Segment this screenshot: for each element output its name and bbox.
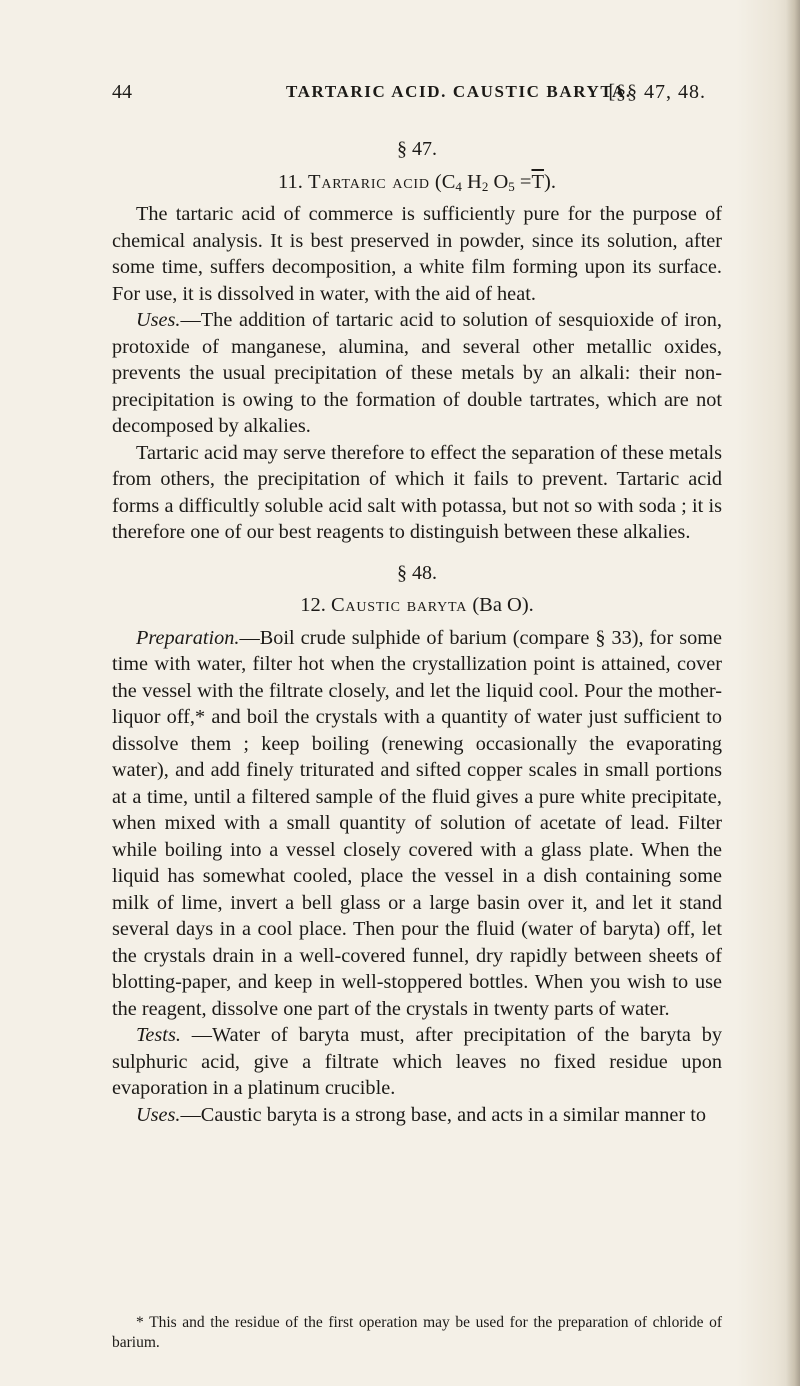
caustic-baryta-heading: [112, 592, 722, 619]
uses-label: Uses.: [136, 1103, 181, 1126]
footnote-text: * This and the residue of the first operation may be used for the preparation of chloride of barium.: [112, 1314, 722, 1351]
preparation-text: —Boil crude sulphide of barium (compare § 33), for some time with water, filter hot when the crystallization point is attained, cover the vessel with the filtrate closely, and let the liquid cool. Pour the mother-liquor off,* and boil the crystals with a quantity of water just sufficient to dissolve them ; keep boiling (renewing occasionally the evaporating water), and add finely triturated and sifted copper scales in small portions at a time, until a filtered sample of the fluid gives a pure white precipitate, when mixed with a small quantity of solution of acetate of lead. Filter while boiling into a vessel closely covered with a glass plate. When the liquid has somewhat cooled, place the vessel in a dish containing some milk of lime, invert a bell glass or a large basin over it, and let it stand several days in a cool place. Then pour the fluid (water of baryta) off, let the crystals drain in a well-covered funnel, dry rapidly between sheets of blotting-paper, and keep in well-stoppered bottles. When you wish to use the reagent, dissolve one part of the crystals in twenty parts of water.: [112, 626, 722, 1020]
paragraph: The tartaric acid of commerce is sufficiently pure for the purpose of chemical analysis. It is best preserved in powder, since its solution, after some time, suffers decomposition, a white film forming upon its surface. For use, it is dissolved in water, with the aid of heat.: [112, 203, 722, 305]
chemical-formula: ($C_4$ $H_2$ $O_5 =\overline{T}$).: [434, 170, 556, 194]
page-number: 44: [112, 81, 132, 103]
uses-text: —The addition of tartaric acid to solution of sesquioxide of iron, protoxide of manganese, alumina, and several other metallic oxides, prevents the usual precipitation of these metals by an alkali: their non-precipitation is owing to the formation of double tartrates, which are not decomposed by alkalies.: [112, 309, 722, 437]
item-number: 11.: [278, 170, 303, 193]
tartaric-acid-heading: [112, 169, 722, 196]
footnote: [112, 1313, 722, 1353]
preparation-paragraph: [112, 625, 722, 1023]
tests-paragraph: [112, 1022, 722, 1102]
running-title: TARTARIC ACID. CAUSTIC BARYTA.: [286, 82, 632, 101]
running-header: [112, 80, 712, 104]
tests-label: Tests.: [136, 1024, 181, 1046]
uses-label: Uses.: [136, 309, 181, 331]
page-body: [112, 136, 722, 1128]
section-47-heading: § 47.: [397, 138, 437, 160]
preparation-label: Preparation.: [136, 626, 240, 649]
item-number: 12.: [300, 594, 326, 616]
uses-paragraph: [112, 1102, 722, 1129]
paragraph: Tartaric acid may serve therefore to effect the separation of these metals from others, the precipitation of which it fails to prevent. Tartaric acid forms a difficultly soluble acid salt with potassa, but not so with soda ; it is therefore one of our best reagents to distinguish between these alkalies.: [112, 441, 722, 543]
item-title: Tartaric acid: [308, 170, 430, 193]
item-title: Caustic baryta: [330, 594, 468, 616]
uses-paragraph: [112, 307, 722, 440]
section-reference: [§§ 47, 48.: [608, 81, 706, 103]
uses-text: —Caustic baryta is a strong base, and acts in a similar manner to: [180, 1103, 706, 1126]
page-edge-shadow: [786, 0, 800, 1386]
tests-text: —Water of baryta must, after precipitation of the baryta by sulphuric acid, give a filtrate which leaves no fixed residue upon evaporation in a platinum crucible.: [112, 1024, 722, 1099]
section-48-heading: § 48.: [397, 561, 437, 584]
chemical-formula: (Ba O).: [472, 594, 534, 616]
